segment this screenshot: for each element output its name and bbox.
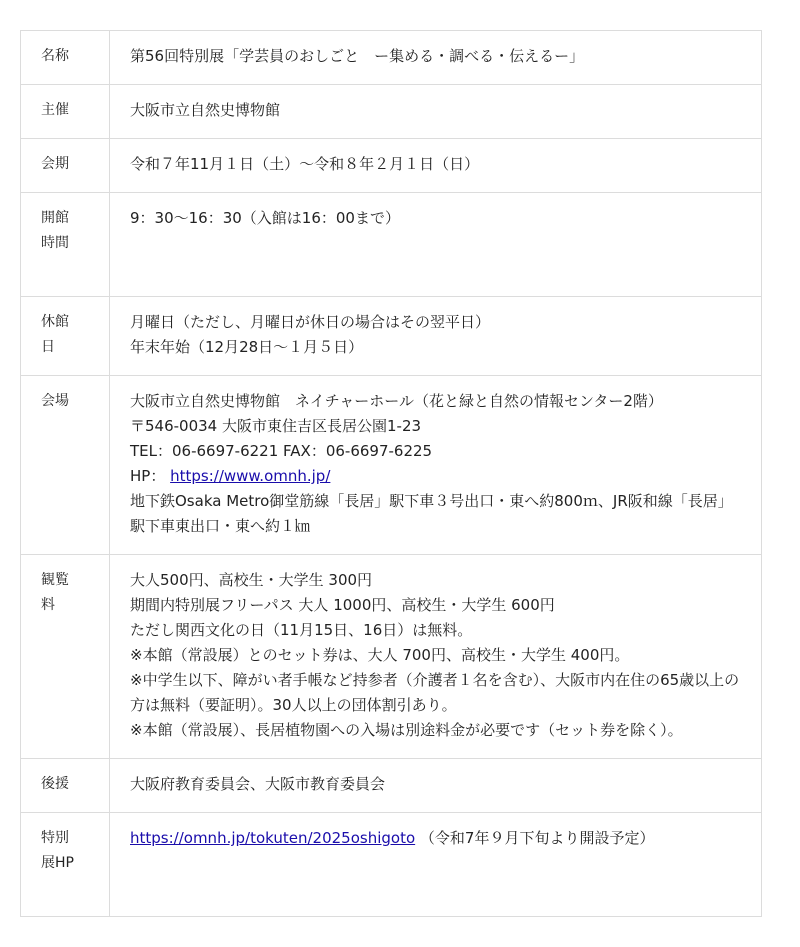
organizer: 大阪市立自然史博物館 <box>130 101 281 119</box>
row-value-cell <box>110 31 762 85</box>
row-value-cell <box>110 193 762 297</box>
table-row <box>21 759 762 813</box>
row-label-cell <box>21 139 110 193</box>
row-label-cell <box>21 297 110 376</box>
row-label: 展HP <box>41 855 74 871</box>
row-label-cell <box>21 85 110 139</box>
row-label-cell <box>21 193 110 297</box>
row-value-cell <box>110 813 762 917</box>
row-label: 観覧 <box>41 572 69 588</box>
info-table <box>20 30 762 917</box>
row-value-cell <box>110 759 762 813</box>
row-label: 料 <box>41 597 55 613</box>
fee-line: 期間内特別展フリーパス 大人 1000円、高校生・大学生 600円 <box>130 596 555 614</box>
fee-line: ※本館（常設展）、長居植物園への入場は別途料金が必要です（セット券を除く）。 <box>130 721 683 739</box>
row-label-cell <box>21 555 110 759</box>
exhibition-name: 第56回特別展「学芸員のおしごと ー集める・調べる・伝えるー」 <box>130 47 585 65</box>
table-row <box>21 297 762 376</box>
special-exhibition-link[interactable]: https://omnh.jp/tokuten/2025oshigoto <box>130 829 416 847</box>
hp-prefix: HP： <box>130 467 166 485</box>
venue-address: 〒546-0034 大阪市東住吉区長居公園1-23 <box>130 417 422 435</box>
opening-hours: 9：30～16：30（入館は16：00まで） <box>130 209 400 227</box>
closed-days: 月曜日（ただし、月曜日が休日の場合はその翌平日） <box>130 313 491 331</box>
fee-line: ただし関西文化の日（11月15日、16日）は無料。 <box>130 621 473 639</box>
row-value-cell <box>110 555 762 759</box>
period: 令和７年11月１日（土）～令和８年２月１日（日） <box>130 155 480 173</box>
venue-hp <box>130 464 741 489</box>
row-value-cell <box>110 376 762 555</box>
link-note: （令和7年９月下旬より開設予定） <box>419 829 655 847</box>
table-row <box>21 139 762 193</box>
table-row <box>21 193 762 297</box>
row-label: 後援 <box>41 776 69 792</box>
venue-name: 大阪市立自然史博物館 ネイチャーホール（花と緑と自然の情報センター2階） <box>130 392 663 410</box>
row-value-cell <box>110 297 762 376</box>
table-row <box>21 555 762 759</box>
venue-phone: TEL：06-6697-6221 FAX：06-6697-6225 <box>130 442 433 460</box>
row-label-cell <box>21 813 110 917</box>
special-hp <box>130 826 741 851</box>
row-label: 主催 <box>41 102 69 118</box>
row-label: 名称 <box>41 48 69 64</box>
fee-note: ※中学生以下、障がい者手帳など持参者（介護者１名を含む）、大阪市内在住の65歳以上の方は無料（要証明）。30人以上の団体割引あり。 <box>130 671 740 714</box>
row-value-cell <box>110 85 762 139</box>
row-label: 特別 <box>41 830 69 846</box>
fee-line: ※本館（常設展）とのセット券は、大人 700円、高校生・大学生 400円。 <box>130 646 630 664</box>
row-label: 休館 <box>41 314 69 330</box>
row-label: 会場 <box>41 393 69 409</box>
row-label: 会期 <box>41 156 69 172</box>
row-label: 日 <box>41 339 55 355</box>
table-row <box>21 376 762 555</box>
supporters: 大阪府教育委員会、大阪市教育委員会 <box>130 775 386 793</box>
row-label: 時間 <box>41 235 69 251</box>
table-row <box>21 813 762 917</box>
row-label-cell <box>21 759 110 813</box>
row-label-cell <box>21 376 110 555</box>
row-label: 開館 <box>41 210 69 226</box>
closed-days: 年末年始（12月28日～１月５日） <box>130 338 364 356</box>
fee-line: 大人500円、高校生・大学生 300円 <box>130 571 373 589</box>
museum-website-link[interactable]: https://www.omnh.jp/ <box>170 467 331 485</box>
table-row <box>21 31 762 85</box>
row-label-cell <box>21 31 110 85</box>
table-row <box>21 85 762 139</box>
venue-access: 地下鉄Osaka Metro御堂筋線「長居」駅下車３号出口・東へ約800ｍ、JR阪和線「長居」駅下車東出口・東へ約１㎞ <box>130 492 733 535</box>
row-value-cell <box>110 139 762 193</box>
